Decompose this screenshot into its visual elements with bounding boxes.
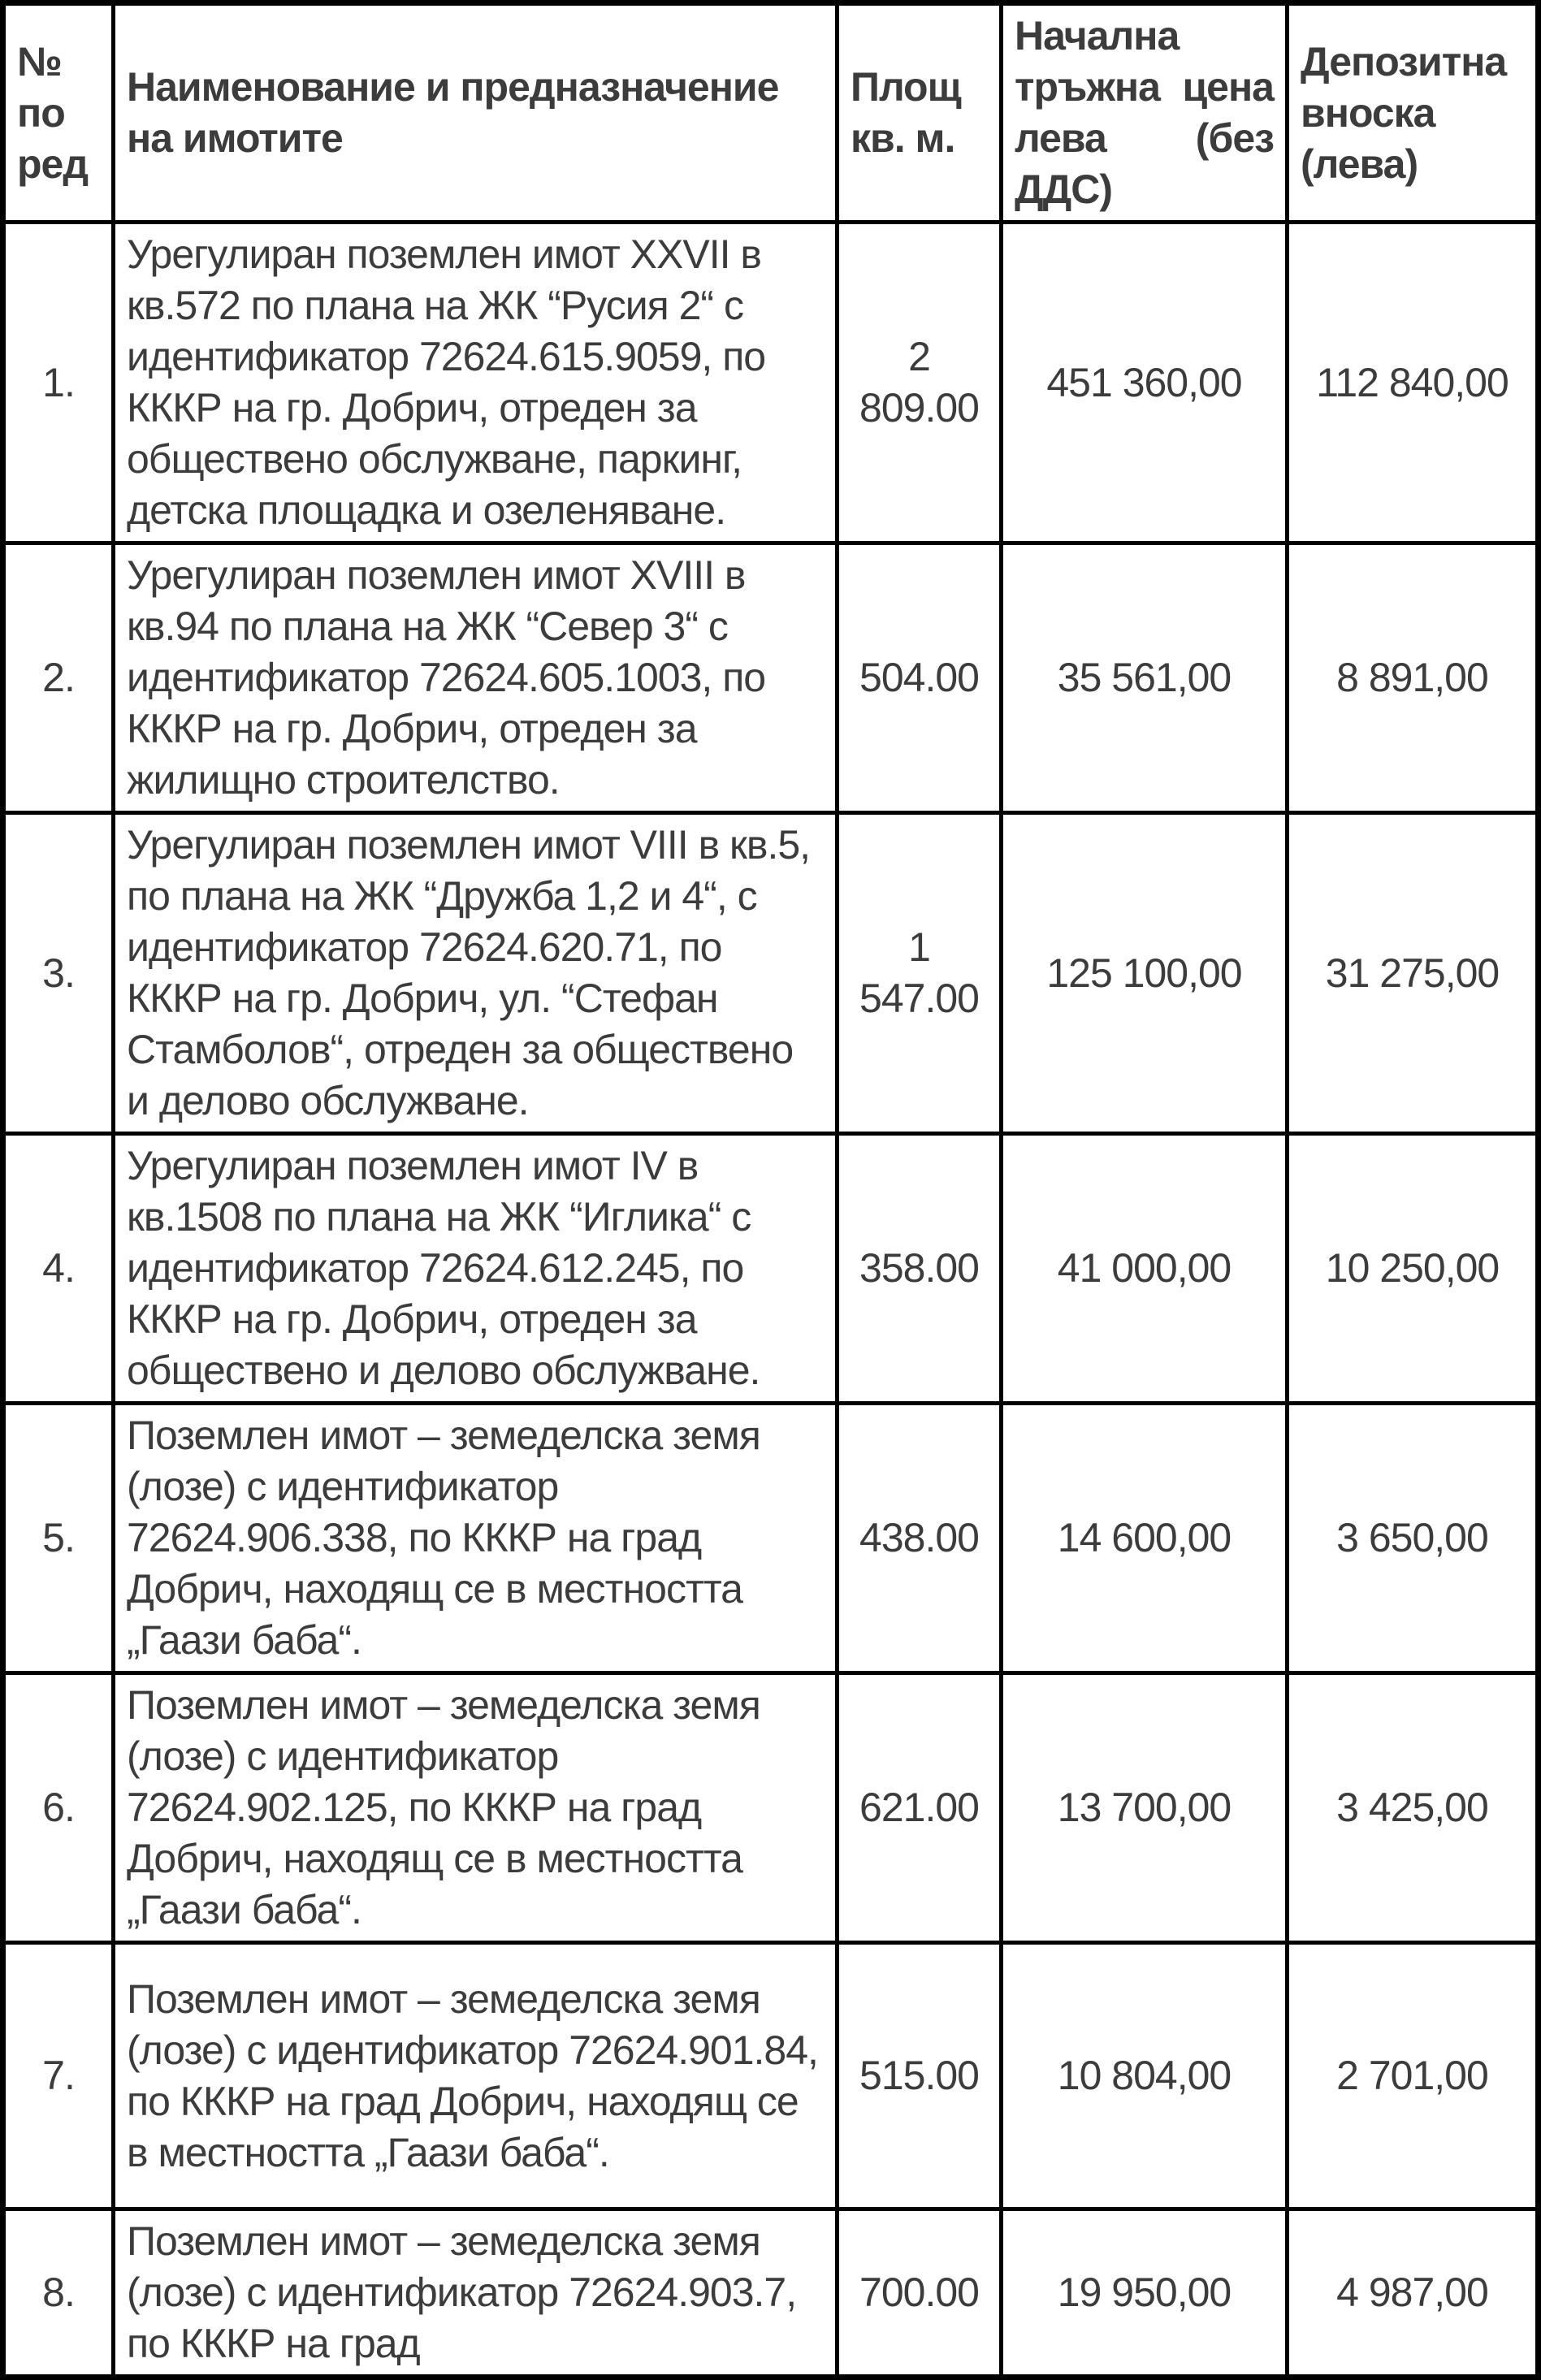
property-area: 504.00 <box>838 543 1002 813</box>
property-description: Урегулиран поземлен имот XVIII в кв.94 по плана на ЖК “Север 3“ с идентификатор 72624.605.1003, по КККР на гр. Добрич, отреден за жилищно строителство. <box>114 543 838 813</box>
deposit-amount: 3 425,00 <box>1288 1673 1539 1943</box>
row-number: 5. <box>3 1404 114 1673</box>
row-number: 8. <box>3 2209 114 2378</box>
header-deposit: Депозитна вноска (лева) <box>1288 3 1539 223</box>
table-row <box>3 543 1539 813</box>
row-number: 2. <box>3 543 114 813</box>
starting-price: 13 700,00 <box>1002 1673 1288 1943</box>
deposit-amount: 10 250,00 <box>1288 1134 1539 1404</box>
table-header-row <box>3 3 1539 223</box>
row-number: 7. <box>3 1943 114 2209</box>
table-row <box>3 1943 1539 2209</box>
table-row <box>3 223 1539 543</box>
deposit-amount: 8 891,00 <box>1288 543 1539 813</box>
property-description: Поземлен имот – земеделска земя (лозе) с идентификатор 72624.906.338, по КККР на град Добрич, находящ се в местността „Гаази баба“. <box>114 1404 838 1673</box>
row-number: 1. <box>3 223 114 543</box>
deposit-amount: 2 701,00 <box>1288 1943 1539 2209</box>
table-row <box>3 1673 1539 1943</box>
property-description: Урегулиран поземлен имот IV в кв.1508 по плана на ЖК “Иглика“ с идентификатор 72624.612.245, по КККР на гр. Добрич, отреден за обществено и делово обслужване. <box>114 1134 838 1404</box>
starting-price: 35 561,00 <box>1002 543 1288 813</box>
deposit-amount: 112 840,00 <box>1288 223 1539 543</box>
property-area: 1 547.00 <box>838 813 1002 1134</box>
row-number: 6. <box>3 1673 114 1943</box>
starting-price: 10 804,00 <box>1002 1943 1288 2209</box>
header-area: Площ кв. м. <box>838 3 1002 223</box>
table-row <box>3 2209 1539 2378</box>
header-property-name: Наименование и предназначение на имотите <box>114 3 838 223</box>
property-description: Поземлен имот – земеделска земя (лозе) с идентификатор 72624.903.7, по КККР на град <box>114 2209 838 2378</box>
starting-price: 19 950,00 <box>1002 2209 1288 2378</box>
property-description: Урегулиран поземлен имот VIII в кв.5, по плана на ЖК “Дружба 1,2 и 4“, с идентификатор 72624.620.71, по КККР на гр. Добрич, ул. “Стефан Стамболов“, отреден за обществено и делово обслужване. <box>114 813 838 1134</box>
property-description: Поземлен имот – земеделска земя (лозе) с идентификатор 72624.901.84, по КККР на град Добрич, находящ се в местността „Гаази баба“. <box>114 1943 838 2209</box>
header-row-number: № по ред <box>3 3 114 223</box>
property-area: 358.00 <box>838 1134 1002 1404</box>
starting-price: 14 600,00 <box>1002 1404 1288 1673</box>
property-description: Поземлен имот – земеделска земя (лозе) с идентификатор 72624.902.125, по КККР на град Добрич, находящ се в местността „Гаази баба“. <box>114 1673 838 1943</box>
table-row <box>3 1404 1539 1673</box>
table-row <box>3 813 1539 1134</box>
row-number: 4. <box>3 1134 114 1404</box>
deposit-amount: 4 987,00 <box>1288 2209 1539 2378</box>
property-area: 621.00 <box>838 1673 1002 1943</box>
header-starting-price: Начална тръжна цена лева (без ДДС) <box>1002 3 1288 223</box>
starting-price: 451 360,00 <box>1002 223 1288 543</box>
starting-price: 125 100,00 <box>1002 813 1288 1134</box>
deposit-amount: 3 650,00 <box>1288 1404 1539 1673</box>
property-area: 2 809.00 <box>838 223 1002 543</box>
property-description: Урегулиран поземлен имот XXVII в кв.572 по плана на ЖК “Русия 2“ с идентификатор 72624.615.9059, по КККР на гр. Добрич, отреден за обществено обслужване, паркинг, детска площадка и озеленяване. <box>114 223 838 543</box>
deposit-amount: 31 275,00 <box>1288 813 1539 1134</box>
starting-price: 41 000,00 <box>1002 1134 1288 1404</box>
property-area: 438.00 <box>838 1404 1002 1673</box>
property-area: 515.00 <box>838 1943 1002 2209</box>
property-area: 700.00 <box>838 2209 1002 2378</box>
row-number: 3. <box>3 813 114 1134</box>
table-row <box>3 1134 1539 1404</box>
